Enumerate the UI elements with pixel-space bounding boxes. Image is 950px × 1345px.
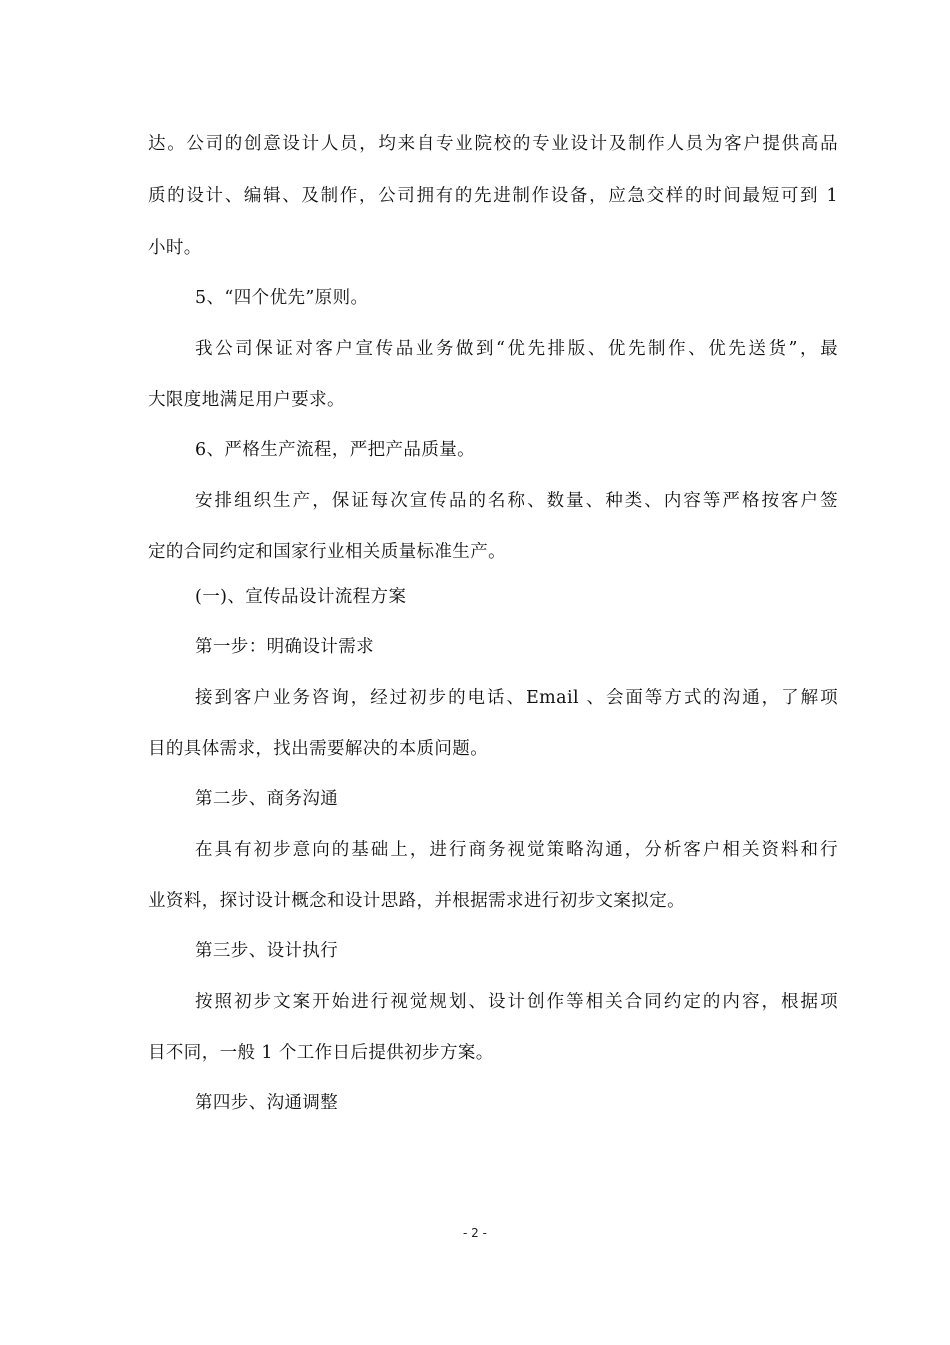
paragraph-line-11: 业资料，探讨设计概念和设计思路，并根据需求进行初步文案拟定。 (148, 891, 685, 911)
paragraph-line-7: 定的合同约定和国家行业相关质量标准生产。 (148, 542, 506, 562)
section-heading-6: 6、严格生产流程，严把产品质量。 (195, 440, 476, 460)
paragraph-line-6: 安排组织生产，保证每次宣传品的名称、数量、种类、内容等严格按客户签 (195, 491, 838, 511)
step-heading-2: 第二步、商务沟通 (195, 789, 339, 809)
paragraph-line-4: 我公司保证对客户宣传品业务做到“优先排版、优先制作、优先送货”，最 (195, 339, 838, 359)
section-heading-5: 5、“四个优先”原则。 (195, 288, 369, 308)
paragraph-line-1: 达。公司的创意设计人员，均来自专业院校的专业设计及制作人员为客户提供高品 (148, 134, 838, 154)
paragraph-line-2: 质的设计、编辑、及制作，公司拥有的先进制作设备，应急交样的时间最短可到 1 (148, 186, 838, 206)
page-number: - 2 - (463, 1226, 487, 1240)
paragraph-line-5: 大限度地满足用户要求。 (148, 390, 345, 410)
subsection-heading: (一)、宣传品设计流程方案 (195, 587, 407, 607)
step-heading-4: 第四步、沟通调整 (195, 1093, 339, 1113)
step-heading-3: 第三步、设计执行 (195, 941, 339, 961)
paragraph-line-8: 接到客户业务咨询，经过初步的电话、Email 、会面等方式的沟通，了解项 (195, 688, 838, 708)
paragraph-line-13: 目不同，一般 1 个工作日后提供初步方案。 (148, 1043, 494, 1063)
paragraph-line-12: 按照初步文案开始进行视觉规划、设计创作等相关合同约定的内容，根据项 (195, 992, 838, 1012)
paragraph-line-3: 小时。 (148, 238, 202, 258)
step-heading-1: 第一步：明确设计需求 (195, 637, 374, 657)
paragraph-line-10: 在具有初步意向的基础上，进行商务视觉策略沟通，分析客户相关资料和行 (195, 840, 838, 860)
paragraph-line-9: 目的具体需求，找出需要解决的本质问题。 (148, 739, 489, 759)
